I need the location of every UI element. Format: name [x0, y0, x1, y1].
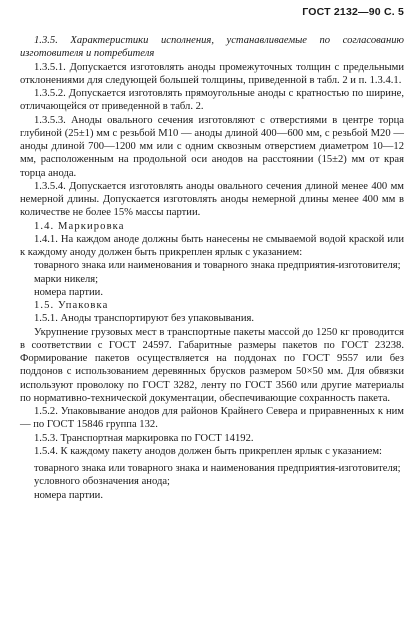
paragraph: 1.3.5.1. Допускается изготовлять аноды промежуточных толщин с предельными отклонениями для следующей большей толщины, приведенной в табл. 2 и п. 1.3.4.1.: [20, 61, 404, 86]
paragraph: товарного знака или товарного знака и наименования предприятия-изготовителя;: [34, 463, 401, 474]
paragraph: 1.5.1. Аноды транспортируют без упаковывания.: [34, 313, 255, 325]
paragraph: 1.3.5.3. Аноды овального сечения изготовляют с отверстиями в центре торца глубиной (25±1) мм с резьбой М10 — аноды длиной 400—600 мм, с резьбой М20 — аноды длиной 700—1200 мм или с одним сквозным отверстием диаметром 10—12 мм, расположенным на продольной оси анодов на расстоянии (15±2) мм от края торца анода.: [20, 114, 404, 179]
paragraph: 1.5.2. Упаковывание анодов для районов Крайнего Севера и приравненных к ним — по ГОСТ 15846 группа 132.: [20, 406, 404, 431]
paragraph: условного обозначения анода;: [34, 476, 170, 488]
paragraph: номера партии.: [34, 286, 103, 298]
paragraph: 1.3.5. Характеристики исполнения, устанавливаемые по согласованию изготовителя и потребителя: [20, 35, 404, 60]
paragraph: 1.4.1. На каждом аноде должны быть нанесены не смываемой водой краской или к каждому аноду должен быть прикреплен ярлык с указанием:: [20, 233, 404, 258]
paragraph: Укрупнение грузовых мест в транспортные пакеты массой до 1250 кг проводится в соответствии с ГОСТ 24597. Габаритные размеры пакетов по ГОСТ 23238. Формирование пакетов осуществляется на поддонах по ГОСТ 9557 или без поддонов с использованием деревянных брусков размером 50×50 мм. Для обвязки используют проволоку по ГОСТ 3282, ленту по ГОСТ 3560 или другие материалы по нормативно-технической документации, обеспечивающие сохранность пакета.: [20, 326, 404, 404]
paragraph: номера партии.: [34, 489, 103, 501]
paragraph: товарного знака или наименования и товарного знака предприятия-изготовителя;: [34, 260, 401, 272]
paragraph: 1.3.5.4. Допускается изготовлять аноды овального сечения длиной менее 400 мм немерной длины. Допускается изготовлять аноды немерной длины менее 400 мм в количестве не более 15% массы партии.: [20, 180, 404, 219]
document-body: [20, 34, 404, 502]
paragraph: 1.5. Упаковка: [34, 300, 109, 311]
paragraph: 1.4. Маркировка: [34, 220, 125, 232]
paragraph: 1.5.4. К каждому пакету анодов должен быть прикреплен ярлык с указанием:: [34, 445, 382, 457]
paragraph: марки никеля;: [34, 273, 99, 285]
paragraph: 1.5.3. Транспортная маркировка по ГОСТ 14192.: [34, 432, 254, 444]
page-header: ГОСТ 2132—90 С. 5: [302, 6, 404, 18]
paragraph: 1.3.5.2. Допускается изготовлять прямоугольные аноды с кратностью по ширине, отличающейся от приведенной в табл. 2.: [20, 88, 404, 113]
